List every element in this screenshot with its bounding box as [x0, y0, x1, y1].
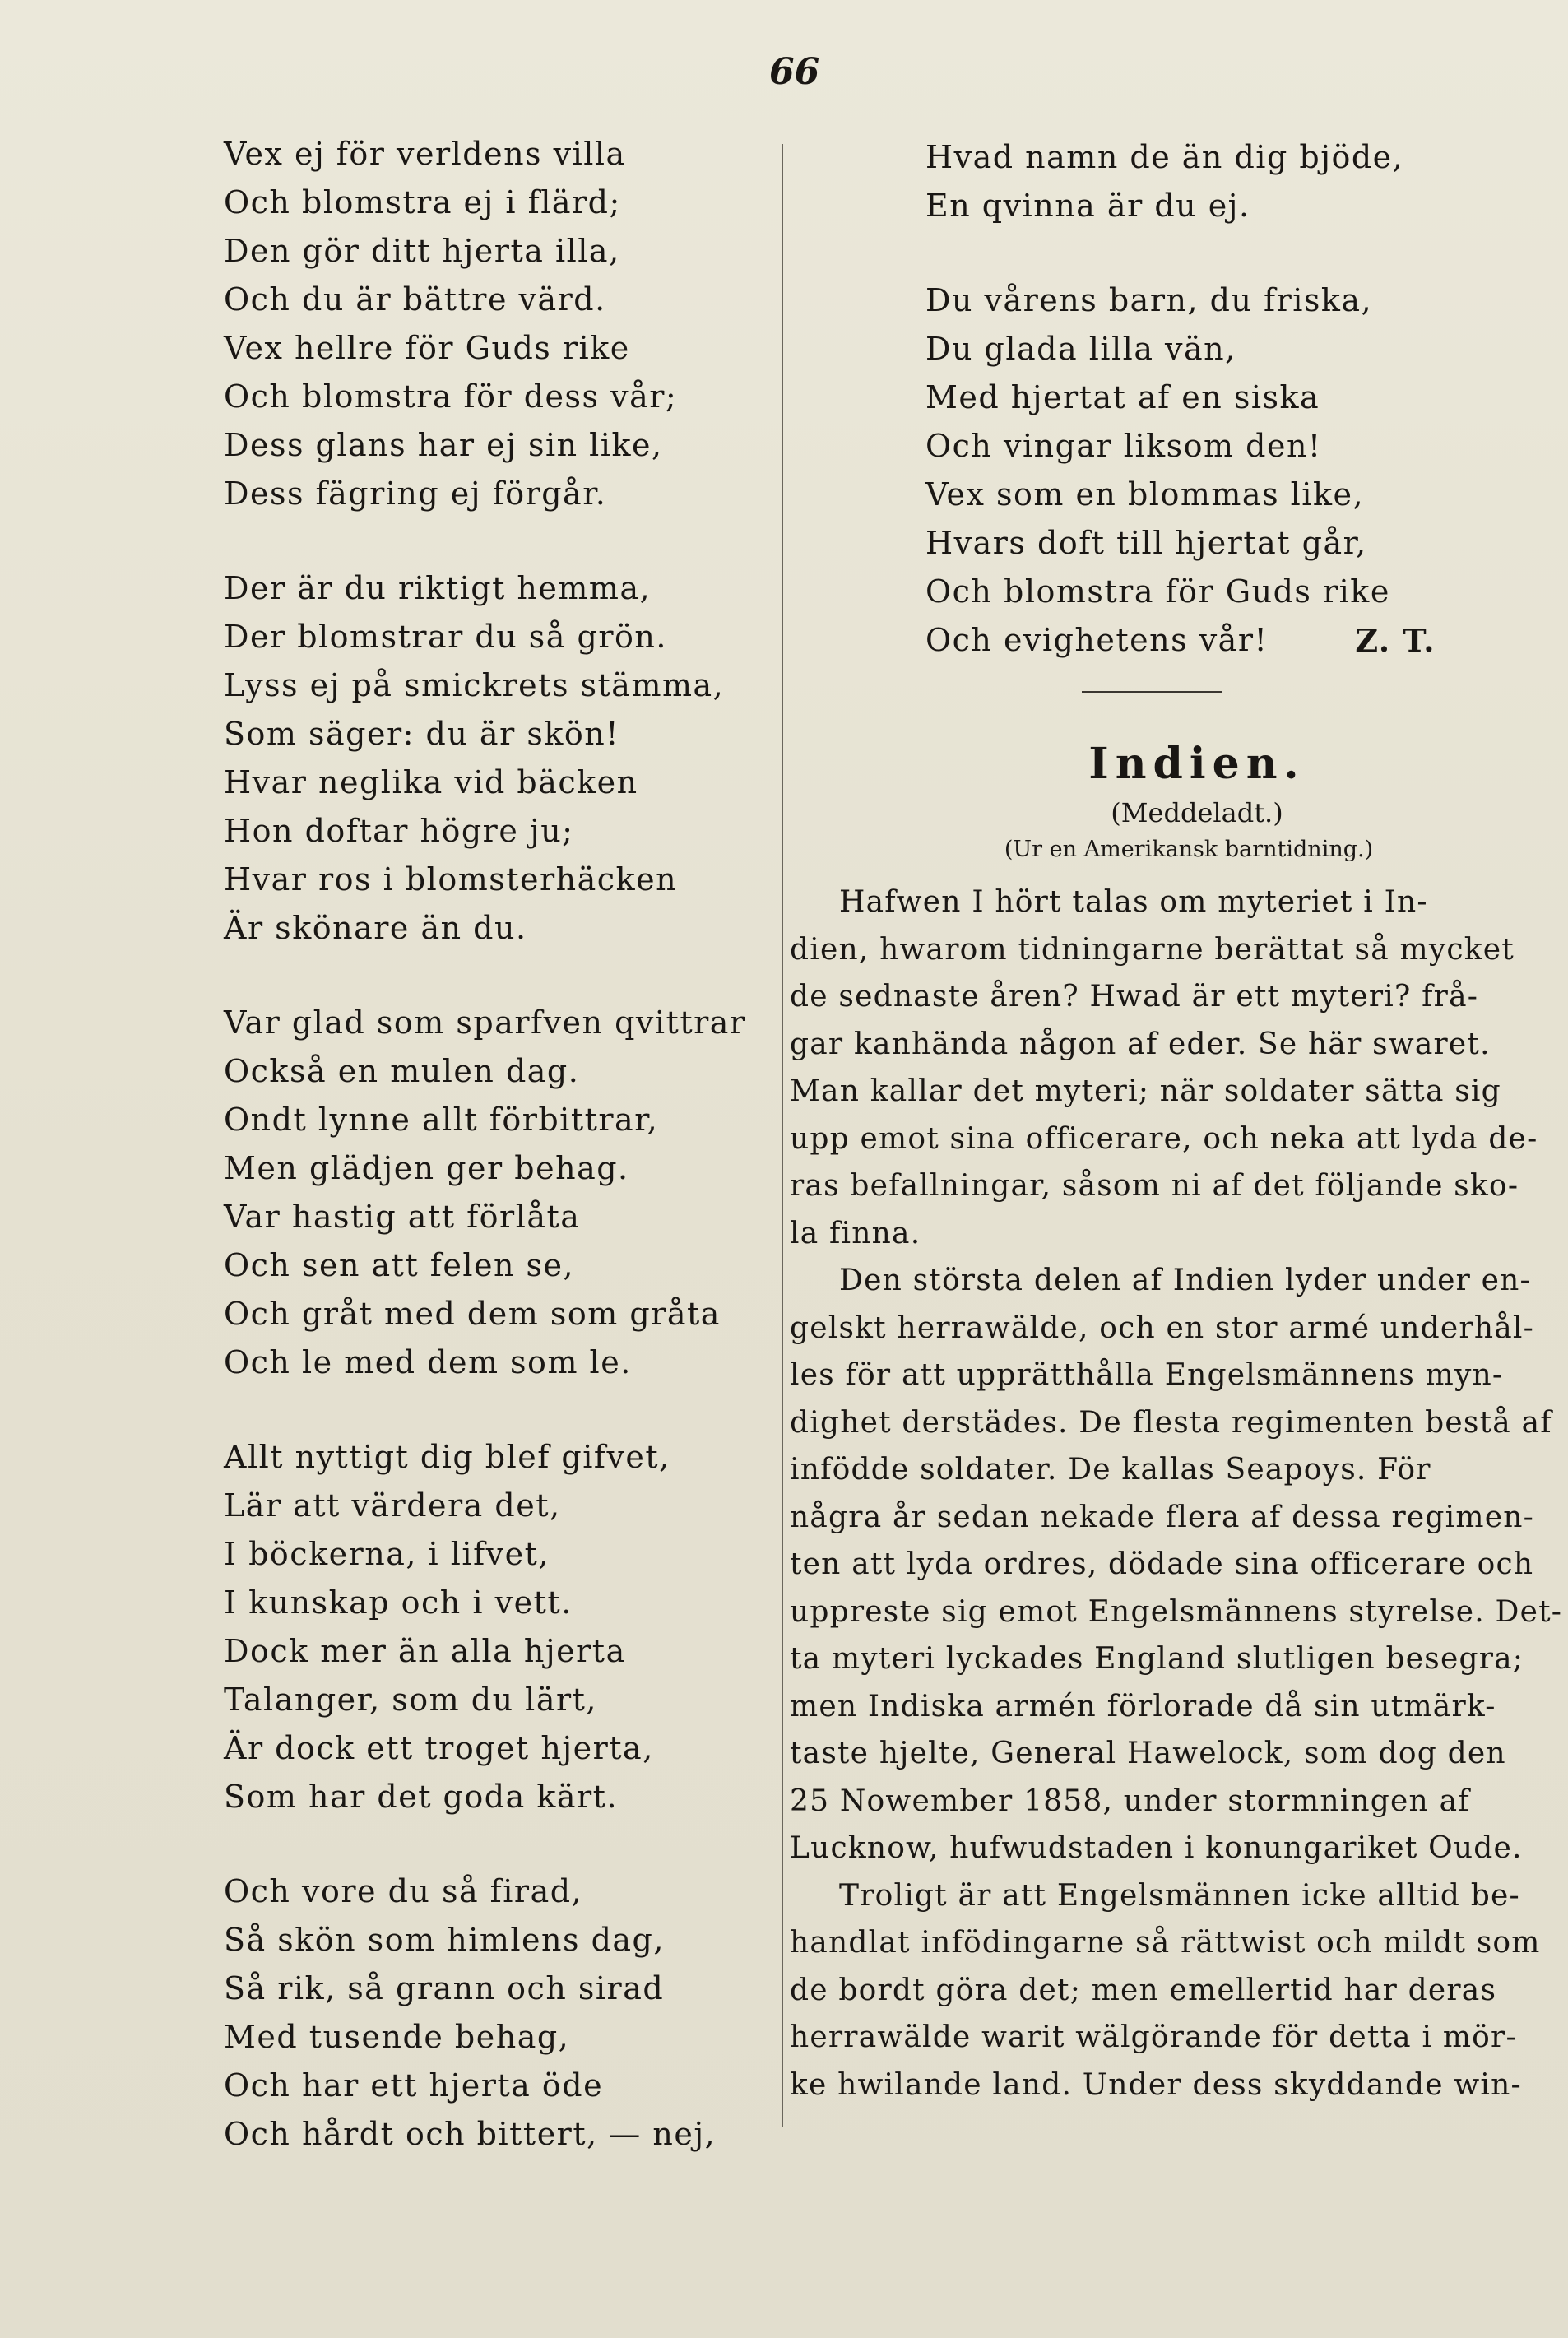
verse-line: En qvinna är du ej.	[925, 188, 1250, 224]
verse-line: Ondt lynne allt förbittrar,	[224, 1102, 659, 1138]
prose-line: dighet derstädes. De flesta regimenten bestå af	[790, 1405, 1552, 1440]
verse-line: Lyss ej på smickrets stämma,	[224, 667, 725, 703]
verse-line: Och blomstra ej i flärd;	[224, 184, 621, 220]
right-column	[790, 133, 1563, 2108]
verse-line: Och le med dem som le.	[224, 1344, 632, 1380]
prose-line: ten att lyda ordres, dödade sina officerare och	[790, 1547, 1534, 1581]
article-title: Indien.	[1088, 739, 1306, 789]
verse-line: Som har det goda kärt.	[224, 1779, 619, 1815]
verse-line: Vex hellre för Guds rike	[224, 330, 630, 366]
prose-line: dien, hwarom tidningarne berättat så mycket	[790, 932, 1515, 967]
section-rule	[1082, 691, 1222, 693]
prose-line: de sednaste åren? Hwad är ett myteri? frå-	[790, 980, 1479, 1014]
prose-line: gelskt herrawälde, och en stor armé underhål-	[790, 1310, 1534, 1345]
poem-column-left	[224, 130, 750, 2205]
prose-line: de bordt göra det; men emellertid har deras	[790, 1973, 1497, 2007]
verse-line: Med tusende behag,	[224, 2019, 570, 2055]
page-number: 66	[769, 51, 820, 93]
poem-stanza	[224, 564, 750, 953]
prose-line: Troligt är att Engelsmännen icke alltid be-	[839, 1878, 1520, 1913]
column-divider	[782, 144, 783, 2127]
verse-line: Och sen att felen se,	[224, 1247, 575, 1283]
verse-line: Vex som en blommas like,	[925, 476, 1365, 513]
verse-line: Som säger: du är skön!	[224, 716, 619, 752]
verse-line: Med hjertat af en siska	[925, 379, 1320, 415]
poem-stanza	[224, 999, 750, 1387]
prose-line: handlat infödingarne så rättwist och mildt som	[790, 1926, 1541, 1960]
verse-line: Och blomstra för dess vår;	[224, 378, 678, 415]
verse-line: Den gör ditt hjerta illa,	[224, 233, 620, 269]
verse-line: I kunskap och i vett.	[224, 1584, 573, 1621]
poem-stanza	[224, 1433, 750, 1821]
article-source: (Ur en Amerikansk barntidning.)	[1004, 837, 1374, 862]
verse-line: Och evighetens vår!	[925, 622, 1269, 658]
verse-line: Var glad som sparfven qvittrar	[224, 1004, 746, 1041]
verse-line: Dock mer än alla hjerta	[224, 1633, 626, 1669]
verse-line: Så rik, så grann och sirad	[224, 1970, 665, 2006]
poem-stanza	[224, 130, 750, 518]
prose-line: Man kallar det myteri; när soldater sätta sig	[790, 1074, 1501, 1108]
verse-line: Hvar neglika vid bäcken	[224, 764, 638, 800]
verse-line: Och du är bättre värd.	[224, 281, 606, 318]
verse-line: Hvars doft till hjertat går,	[925, 525, 1367, 561]
verse-line: Lär att värdera det,	[224, 1487, 561, 1524]
poem-stanza-final	[925, 276, 1477, 665]
poem-stanza	[925, 133, 1477, 230]
verse-line: Der är du riktigt hemma,	[224, 570, 652, 606]
verse-line: Och vore du så firad,	[224, 1873, 583, 1909]
verse-line: Du vårens barn, du friska,	[925, 282, 1373, 318]
prose-line: infödde soldater. De kallas Seapoys. För	[790, 1453, 1431, 1487]
verse-line: Också en mulen dag.	[224, 1053, 580, 1089]
verse-line: Och har ett hjerta öde	[224, 2067, 604, 2104]
author-signature: Z. T.	[1355, 622, 1436, 659]
verse-line: Och hårdt och bittert, — nej,	[224, 2116, 717, 2152]
prose-line: herrawälde warit wälgörande för detta i mör-	[790, 2020, 1517, 2054]
verse-line: Är dock ett troget hjerta,	[224, 1730, 654, 1766]
verse-line: Och gråt med dem som gråta	[224, 1296, 721, 1332]
verse-line: Dess glans har ej sin like,	[224, 427, 663, 463]
verse-line: Så skön som himlens dag,	[224, 1922, 665, 1958]
verse-line: I böckerna, i lifvet,	[224, 1536, 550, 1572]
prose-line: taste hjelte, General Hawelock, som dog den	[790, 1737, 1506, 1770]
prose-line: Lucknow, hufwudstaden i konungariket Oude.	[790, 1831, 1523, 1865]
article-note: (Meddeladt.)	[1111, 797, 1283, 828]
prose-line: la finna.	[790, 1216, 921, 1250]
prose-line: upp emot sina officerare, och neka att lyda de-	[790, 1121, 1538, 1156]
verse-line: Hvar ros i blomsterhäcken	[224, 861, 678, 898]
verse-line: Dess fägring ej förgår.	[224, 475, 607, 512]
verse-line: Var hastig att förlåta	[224, 1199, 581, 1235]
verse-line: Vex ej för verldens villa	[224, 136, 626, 172]
verse-line: Och vingar liksom den!	[925, 428, 1322, 464]
prose-line: 25 Nowember 1858, under stormningen af	[790, 1784, 1470, 1818]
prose-line: ke hwilande land. Under dess skyddande win-	[790, 2067, 1522, 2102]
verse-line: Hvad namn de än dig bjöde,	[925, 139, 1404, 175]
verse-line: Der blomstrar du så grön.	[224, 619, 667, 655]
prose-line: ta myteri lyckades England slutligen besegra;	[790, 1642, 1524, 1676]
article-body	[790, 879, 1563, 2108]
prose-line: gar kanhända någon af eder. Se här swaret.	[790, 1027, 1491, 1061]
poem-stanza	[224, 1867, 750, 2159]
verse-line: Men glädjen ger behag.	[224, 1150, 629, 1186]
verse-line: Du glada lilla vän,	[925, 331, 1236, 367]
verse-line: Hon doftar högre ju;	[224, 813, 574, 849]
prose-line: les för att upprätthålla Engelsmännens myn-	[790, 1358, 1504, 1392]
verse-line: Talanger, som du lärt,	[224, 1682, 597, 1718]
prose-line: men Indiska armén förlorade då sin utmärk-	[790, 1689, 1496, 1723]
prose-line: Hafwen I hört talas om myteriet i In-	[839, 885, 1428, 919]
prose-line: några år sedan nekade flera af dessa regimen-	[790, 1500, 1534, 1534]
prose-line: upprestе sig emot Engelsmännens styrelse. Det-	[790, 1594, 1563, 1629]
prose-line: ras befallningar, såsom ni af det följande sko-	[790, 1169, 1519, 1203]
verse-line: Är skönare än du.	[224, 910, 527, 946]
verse-line: Och blomstra för Guds rike	[925, 573, 1390, 610]
final-line-row	[925, 616, 1436, 665]
prose-line: Den största delen af Indien lyder under en-	[839, 1264, 1531, 1297]
verse-line: Allt nyttigt dig blef gifvet,	[224, 1439, 670, 1475]
